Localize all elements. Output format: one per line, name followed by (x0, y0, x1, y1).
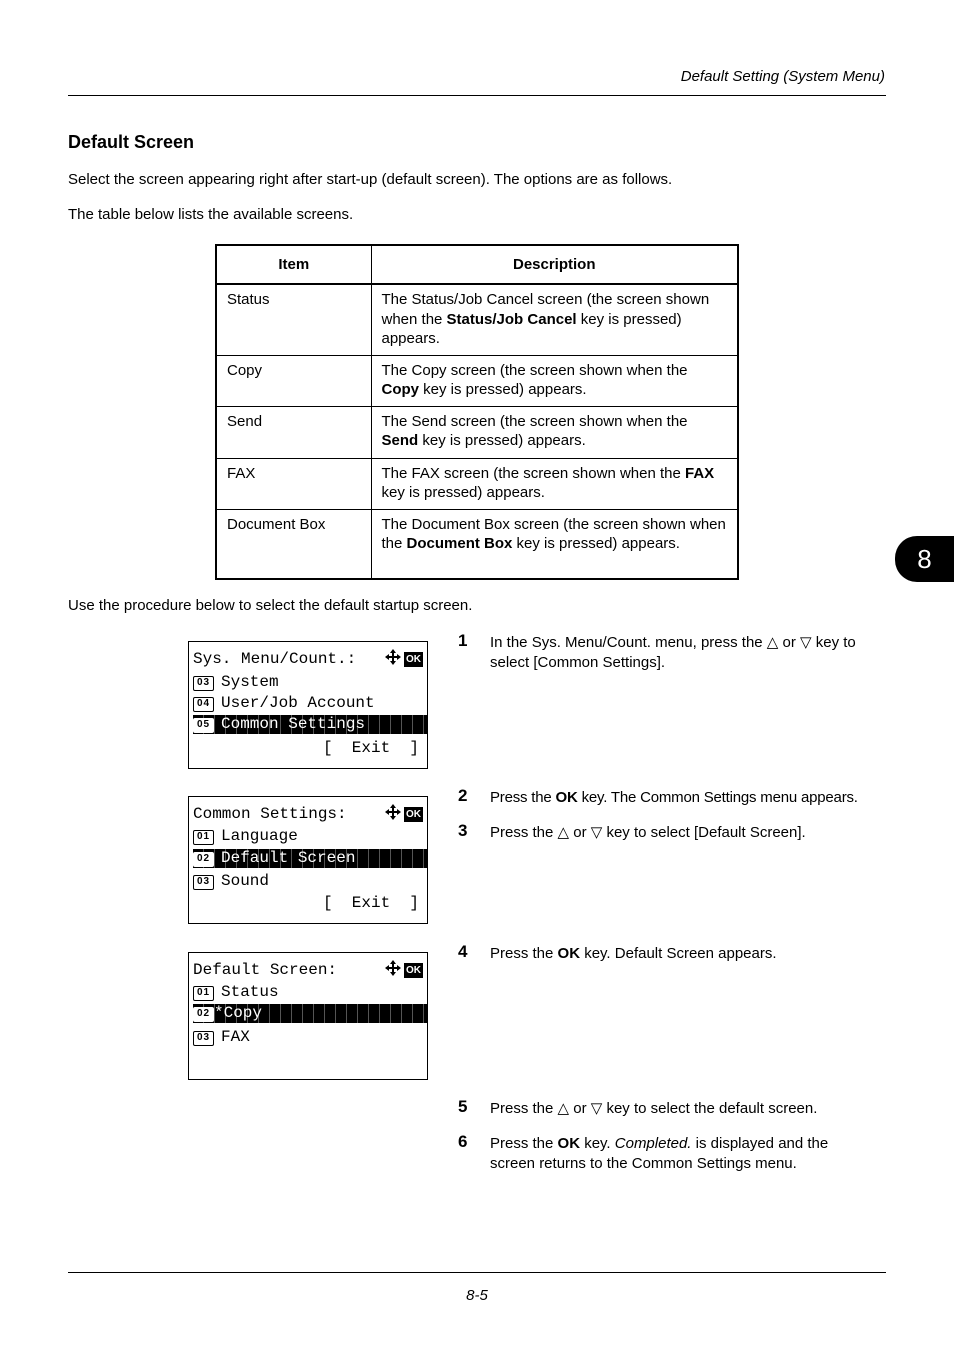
desc-text: The Send screen (the screen shown when the (381, 412, 688, 430)
row-item: Send (216, 406, 371, 458)
desc-text: The Document Box screen (the screen shown when the (381, 515, 726, 552)
item-label: Default Screen (221, 849, 356, 867)
item-number-badge: 03 (193, 676, 214, 691)
running-header: Default Setting (System Menu) (680, 68, 885, 85)
lcd-screen-default-screen (188, 952, 428, 1080)
step-number: 2 (458, 786, 468, 805)
four-way-arrow-icon (384, 960, 402, 981)
step-text-part: key. (580, 1135, 615, 1152)
item-label: Language (221, 827, 298, 845)
lcd-screen-sys-menu (188, 641, 428, 769)
footer-rule (68, 1272, 886, 1273)
desc-text: key is pressed) appears. (419, 381, 587, 398)
lcd-menu-item (193, 673, 427, 692)
table-row (216, 355, 738, 406)
item-label: System (221, 673, 279, 691)
item-label: *Copy (214, 1004, 263, 1022)
screens-table (215, 244, 739, 580)
step-text-part: Press the (490, 1135, 558, 1152)
status-message: Completed. (614, 1135, 692, 1152)
row-description (371, 284, 738, 355)
step-text-part: is displayed and the screen returns to the Common Settings menu. (490, 1135, 829, 1172)
key-name: Status/Job Cancel (446, 310, 577, 328)
desc-text: key is pressed) appears. (512, 535, 680, 552)
step-text (490, 1134, 870, 1174)
lcd-screen-common-settings (188, 796, 428, 924)
step-number: 3 (458, 821, 468, 840)
lcd-title: Common Settings: (193, 805, 347, 823)
step-text (490, 944, 890, 964)
step-text (490, 788, 890, 808)
desc-text: The Copy screen (the screen shown when the (381, 361, 688, 379)
lcd-menu-item (193, 827, 427, 846)
step-text-part: key. The Common Settings menu appears. (577, 789, 858, 806)
lcd-menu-item (193, 872, 427, 891)
intro-paragraph: Select the screen appearing right after start-up (default screen). The options are as follows. (68, 171, 673, 188)
key-name: OK (557, 945, 581, 962)
lcd-menu-item-selected (193, 1004, 427, 1023)
step-text: Press the △ or ▽ key to select [Default Screen]. (490, 824, 806, 841)
key-name: FAX (685, 464, 715, 482)
row-description (371, 406, 738, 458)
step-text-part: key. Default Screen appears. (580, 945, 777, 962)
step-text-part: Press the (490, 945, 558, 962)
item-number-badge: 01 (193, 830, 214, 845)
item-label: Common Settings (221, 715, 366, 733)
ok-key-icon: OK (406, 654, 421, 665)
row-description (371, 509, 738, 579)
desc-text: The FAX screen (the screen shown when the (381, 464, 685, 482)
key-name: OK (555, 789, 578, 806)
row-item: Copy (216, 355, 371, 406)
item-number-badge: 05 (193, 718, 214, 733)
row-description (371, 458, 738, 509)
chapter-tab: 8 (895, 536, 954, 582)
table-row (216, 406, 738, 458)
lcd-title: Default Screen: (193, 961, 338, 979)
item-number-badge: 02 (193, 1007, 214, 1022)
item-label: Sound (221, 872, 270, 890)
lcd-nav-icons (384, 804, 423, 825)
lcd-nav-icons (384, 960, 423, 981)
four-way-arrow-icon (384, 649, 402, 670)
lcd-menu-item-selected (193, 715, 427, 734)
ok-key-icon: OK (406, 809, 421, 820)
row-item: Status (216, 284, 371, 355)
step-number: 6 (458, 1132, 468, 1151)
desc-text: key is pressed) appears. (381, 484, 545, 501)
table-intro: The table below lists the available screens. (68, 206, 354, 223)
step-number: 4 (458, 942, 468, 961)
step-number: 1 (458, 631, 468, 650)
key-name: Document Box (406, 535, 513, 552)
item-label: User/Job Account (221, 694, 375, 712)
item-number-badge: 01 (193, 986, 214, 1001)
step-number: 5 (458, 1097, 468, 1116)
item-label: FAX (221, 1028, 250, 1046)
desc-text: The Status/Job Cancel screen (the screen shown when the (381, 291, 710, 328)
lcd-title: Sys. Menu/Count.: (193, 650, 357, 668)
desc-text: key is pressed) appears. (381, 310, 682, 347)
header-rule (68, 95, 886, 96)
row-item: Document Box (216, 509, 371, 579)
row-description (371, 355, 738, 406)
lcd-menu-item-selected (193, 849, 427, 868)
key-name: OK (557, 1135, 581, 1152)
item-label: Status (221, 983, 279, 1001)
item-number-badge: 03 (193, 875, 214, 890)
item-number-badge: 04 (193, 697, 214, 712)
table-row (216, 458, 738, 509)
step-text: Press the △ or ▽ key to select the default screen. (490, 1100, 818, 1117)
key-name: Send (381, 432, 419, 449)
table-row (216, 284, 738, 355)
key-name: Copy (381, 381, 419, 398)
row-item: FAX (216, 458, 371, 509)
lcd-nav-icons (384, 649, 423, 670)
lcd-exit-softkey: [ Exit ] (322, 739, 419, 757)
table-header-row (216, 245, 738, 284)
lcd-menu-item (193, 694, 427, 713)
lcd-menu-item (193, 1028, 427, 1047)
step-text: In the Sys. Menu/Count. menu, press the △ or ▽ key to select [Common Settings]. (490, 634, 856, 671)
four-way-arrow-icon (384, 804, 402, 825)
section-title: Default Screen (68, 132, 195, 152)
item-number-badge: 02 (193, 852, 214, 867)
header-item: Item (216, 245, 371, 284)
table-row (216, 509, 738, 579)
desc-text: key is pressed) appears. (418, 432, 586, 449)
ok-key-icon: OK (406, 965, 421, 976)
lcd-exit-softkey: [ Exit ] (322, 894, 419, 912)
page-number: 8-5 (466, 1287, 488, 1304)
step-text-part: Press the (490, 789, 556, 806)
lcd-menu-item (193, 983, 427, 1002)
item-number-badge: 03 (193, 1031, 214, 1046)
procedure-intro: Use the procedure below to select the default startup screen. (68, 597, 473, 614)
header-description: Description (371, 245, 738, 284)
